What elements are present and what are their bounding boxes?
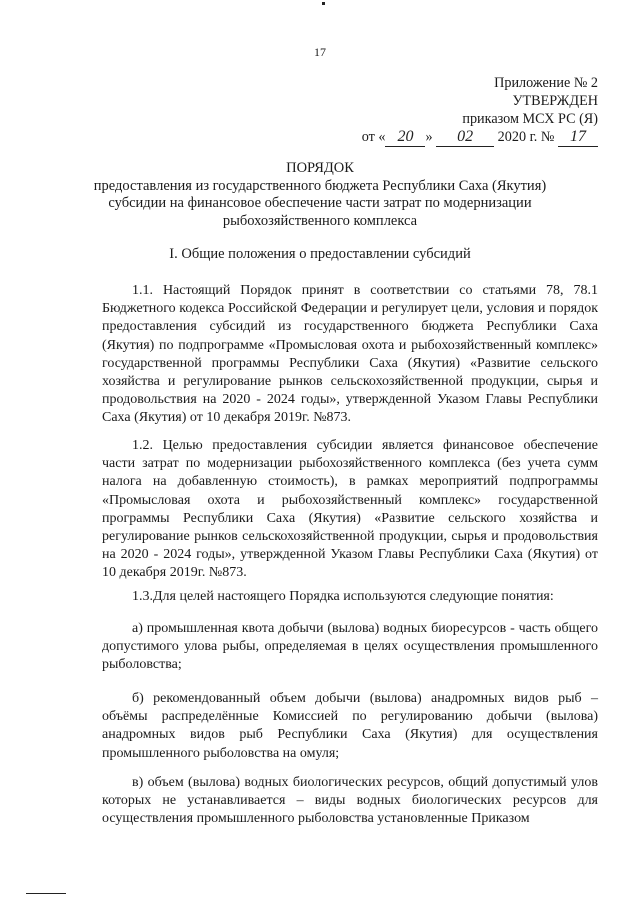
approval-date-line: [362, 128, 598, 147]
paragraph-text: в) объем (вылова) водных биологических ресурсов, общий допустимый улов которых не устанавливается – виды водных биологических ресурсов для осуществления промышленного рыболовства установленные Приказом: [102, 775, 598, 827]
paragraph-text: 1.2. Целью предоставления субсидии является финансовое обеспечение части затрат по модернизации рыбохозяйственного комплекса (без учета сумм налога на добавленную стоимость), в рамках мероприятий подпрограммы «Промысловая охота и рыбохозяйственный комплекс» государственной программы Республики Саха (Якутия) «Развитие сельского хозяйства и регулирование рынков сельскохозяйственной продукции, сырья и продовольствия на 2020 - 2024 годы», утвержденной Указом Главы Республики Саха (Якутия) от 10 декабря 2019г. №873.: [102, 438, 598, 581]
footnote-rule: [26, 893, 66, 894]
date-month: 02: [436, 128, 494, 147]
paragraph-text: б) рекомендованный объем добычи (вылова) анадромных видов рыб – объёмы распределённые Комиссией по регулированию добычи (вылова) анадромных видов рыб Республики Саха (Якутия) для осуществления промышленного рыболовства на омуля;: [102, 691, 598, 761]
paragraph-1-2: [102, 437, 598, 583]
date-year: 2020 г. №: [497, 129, 555, 145]
document-number: 17: [558, 128, 598, 147]
order-label: приказом МСХ РС (Я): [462, 111, 598, 127]
appendix-label: Приложение № 2: [494, 75, 598, 91]
title-heading: ПОРЯДОК: [286, 160, 354, 176]
title-line-3: рыбохозяйственного комплекса: [222, 212, 418, 229]
paragraph-1-3: [102, 588, 598, 606]
approved-label: УТВЕРЖДЕН: [512, 93, 598, 109]
section-heading: I. Общие положения о предоставлении субсидий: [169, 246, 471, 262]
paragraph-a: [102, 620, 598, 675]
paragraph-text: а) промышленная квота добычи (вылова) водных биоресурсов - часть общего допустимого улова рыбы, определяемая в целях осуществления промышленного рыболовства;: [102, 621, 598, 673]
paragraph-1-1: [102, 282, 598, 428]
date-prefix: от «: [361, 129, 386, 145]
paragraph-text: 1.3.Для целей настоящего Порядка используются следующие понятия:: [132, 589, 554, 604]
title-line-2: субсидии на финансовое обеспечение части затрат по модернизации: [108, 195, 532, 211]
paragraph-text: 1.1. Настоящий Порядок принят в соответствии со статьями 78, 78.1 Бюджетного кодекса Российской Федерации и регулирует цели, условия и порядок предоставления субсидий из государственного бюджета Республики Саха (Якутия) по подпрограмме «Промысловая охота и рыбохозяйственный комплекс» государственной программы Республики Саха (Якутия) «Развитие сельского хозяйства и регулирование рынков сельскохозяйственной продукции, сырья и продовольствия на 2020 - 2024 годы», утвержденной Указом Главы Республики Саха (Якутия) от 10 декабря 2019г. №873.: [102, 283, 598, 426]
date-quote-close: »: [425, 129, 433, 145]
date-day: 20: [385, 128, 425, 147]
scan-mark: [322, 2, 325, 5]
page-number: 17: [314, 45, 326, 59]
paragraph-b: [102, 690, 598, 763]
document-title: [0, 160, 640, 230]
title-line-1: предоставления из государственного бюджета Республики Саха (Якутия): [93, 177, 547, 194]
paragraph-c: [102, 774, 598, 829]
approval-block: [362, 74, 598, 147]
